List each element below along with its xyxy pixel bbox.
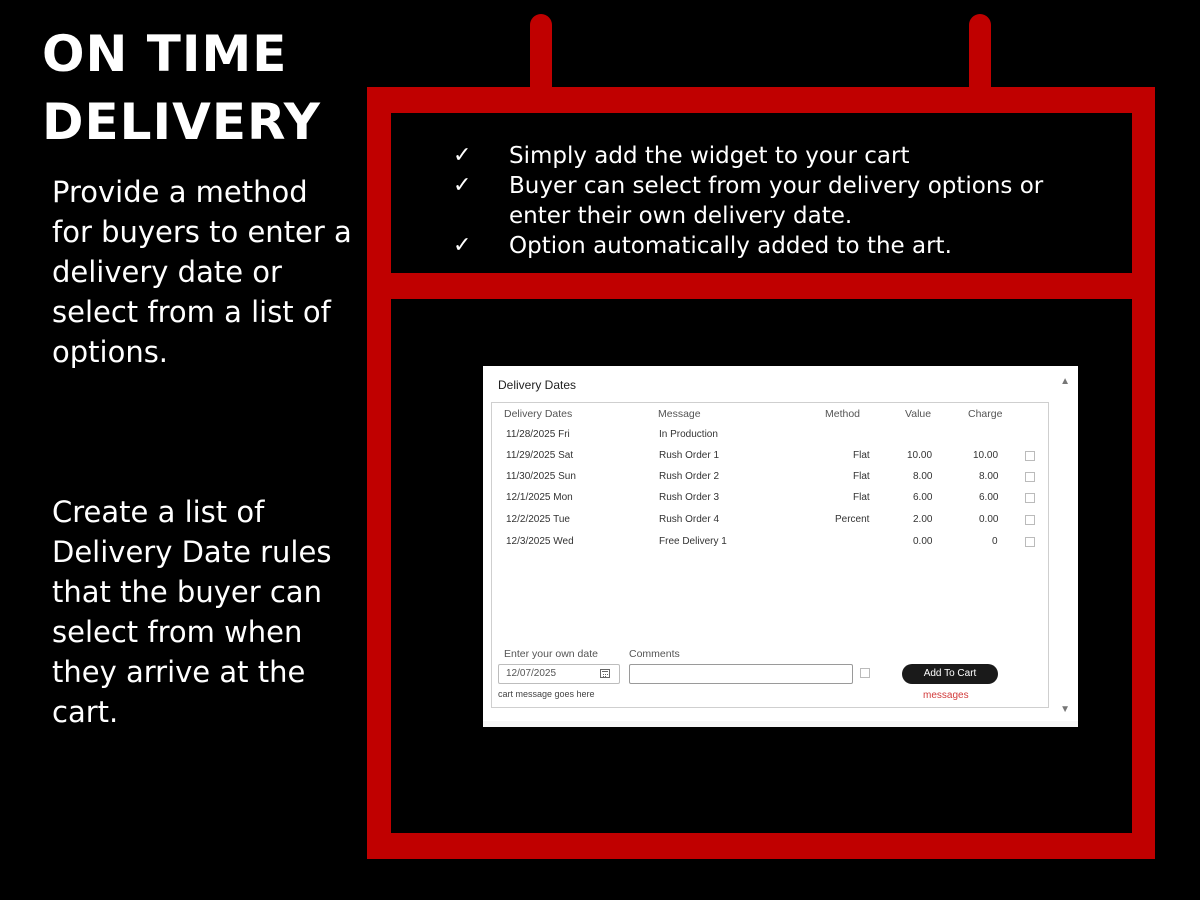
feature-text: Simply add the widget to your cart	[509, 143, 910, 169]
scroll-down-icon[interactable]: ▼	[1060, 704, 1070, 715]
row-checkbox[interactable]	[1025, 515, 1035, 525]
row-method: Flat	[853, 450, 870, 461]
calendar-icon[interactable]	[600, 669, 610, 678]
feature-text: Option automatically added to the art.	[509, 233, 952, 259]
col-header-delivery-dates: Delivery Dates	[504, 408, 573, 420]
row-date: 12/1/2025 Mon	[506, 492, 573, 503]
intro-paragraph: Provide a method for buyers to enter a delivery date or select from a list of options.	[52, 175, 352, 369]
comments-checkbox[interactable]	[860, 668, 870, 678]
feature-item	[453, 141, 1073, 171]
row-checkbox[interactable]	[1025, 537, 1035, 547]
row-value: 6.00	[913, 492, 933, 503]
row-charge: 8.00	[979, 471, 999, 482]
comments-input[interactable]	[629, 664, 853, 684]
row-message: Free Delivery 1	[659, 536, 727, 547]
row-charge: 0	[992, 536, 998, 547]
rules-paragraph: Create a list of Delivery Date rules that the buyer can select from when they arrive at the cart.	[52, 495, 332, 729]
row-message: Rush Order 1	[659, 450, 720, 461]
own-date-input[interactable]: 12/07/2025	[498, 664, 620, 684]
row-message: Rush Order 2	[659, 471, 720, 482]
row-checkbox[interactable]	[1025, 451, 1035, 461]
comments-label: Comments	[629, 648, 680, 660]
row-checkbox[interactable]	[1025, 472, 1035, 482]
cart-message: cart message goes here	[498, 689, 595, 699]
row-date: 12/3/2025 Wed	[506, 536, 574, 547]
row-charge: 0.00	[979, 514, 999, 525]
row-charge: 6.00	[979, 492, 999, 503]
calendar-header	[391, 113, 1132, 273]
add-to-cart-button[interactable]: Add To Cart	[902, 664, 998, 684]
row-value: 8.00	[913, 471, 933, 482]
row-method: Flat	[853, 471, 870, 482]
calendar-frame	[367, 87, 1155, 859]
row-checkbox[interactable]	[1025, 493, 1035, 503]
row-value: 2.00	[913, 514, 933, 525]
feature-list	[453, 141, 1073, 261]
feature-text: Buyer can select from your delivery options or enter their own delivery date.	[509, 173, 1044, 229]
messages-text: messages	[923, 690, 969, 701]
row-value: 10.00	[907, 450, 933, 461]
row-date: 11/30/2025 Sun	[506, 471, 576, 482]
row-message: Rush Order 3	[659, 492, 720, 503]
feature-item	[453, 231, 1073, 261]
row-date: 11/29/2025 Sat	[506, 450, 574, 461]
scroll-up-icon[interactable]: ▲	[1060, 376, 1070, 387]
row-date: 11/28/2025 Fri	[506, 429, 570, 440]
delivery-table-panel	[491, 402, 1049, 708]
title-line-1: ON TIME	[42, 25, 288, 83]
col-header-value: Value	[905, 408, 932, 420]
row-message: Rush Order 4	[659, 514, 720, 525]
col-header-message: Message	[658, 408, 701, 420]
row-method: Percent	[835, 514, 870, 525]
calendar-body	[391, 299, 1132, 833]
col-header-charge: Charge	[968, 408, 1003, 420]
row-value: 0.00	[913, 536, 933, 547]
row-message: In Production	[659, 429, 718, 440]
widget-title: Delivery Dates	[498, 378, 577, 392]
checkmark-icon: ✓	[453, 173, 472, 198]
feature-item	[453, 171, 1073, 231]
row-date: 12/2/2025 Tue	[506, 514, 570, 525]
row-method: Flat	[853, 492, 870, 503]
col-header-method: Method	[825, 408, 861, 420]
checkmark-icon: ✓	[453, 233, 472, 258]
own-date-label: Enter your own date	[504, 648, 598, 660]
checkmark-icon: ✓	[453, 143, 472, 168]
title-line-2: DELIVERY	[42, 93, 321, 151]
row-charge: 10.00	[973, 450, 999, 461]
page-title	[42, 20, 321, 156]
delivery-dates-widget	[483, 366, 1078, 727]
